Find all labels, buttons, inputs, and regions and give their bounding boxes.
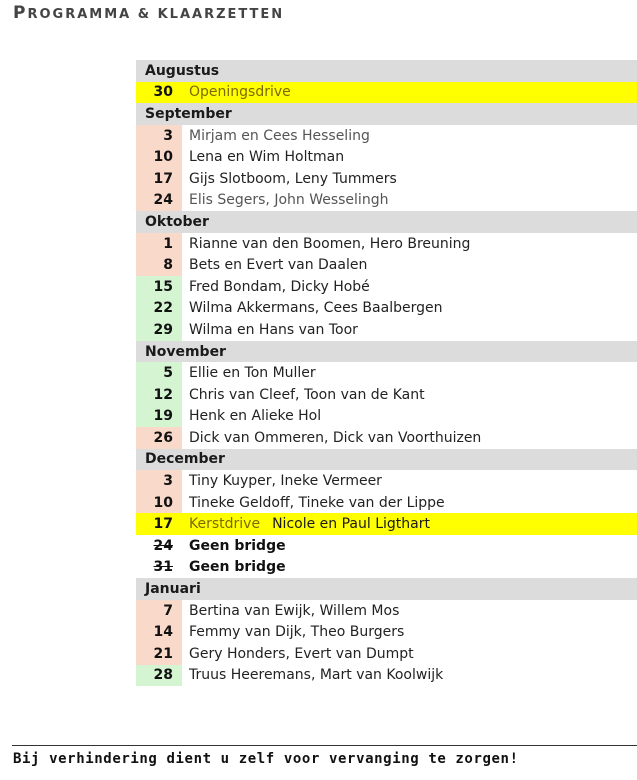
row-names — [182, 82, 637, 104]
row-day: 3 — [136, 470, 182, 492]
row-name-text: Openingsdrive — [189, 84, 291, 101]
row-names — [182, 362, 637, 384]
row-name-text: Rianne van den Boomen, Hero Breuning — [189, 235, 471, 252]
schedule-row — [136, 254, 637, 276]
row-names — [182, 513, 637, 535]
row-day: 5 — [136, 362, 182, 384]
schedule-row — [136, 406, 637, 428]
schedule-row — [136, 600, 637, 622]
row-names — [182, 643, 637, 665]
row-name-text: Lena en Wim Holtman — [189, 149, 345, 166]
schedule-row — [136, 319, 637, 341]
row-names — [182, 319, 637, 341]
row-day: 26 — [136, 427, 182, 449]
row-day: 29 — [136, 319, 182, 341]
row-names — [182, 298, 637, 320]
row-day: 19 — [136, 406, 182, 428]
month-header — [136, 449, 637, 471]
schedule-row — [136, 665, 637, 687]
row-day: 10 — [136, 492, 182, 514]
row-day: 12 — [136, 384, 182, 406]
row-day: 15 — [136, 276, 182, 298]
row-day: 7 — [136, 600, 182, 622]
month-name: November — [136, 341, 637, 363]
row-name-text: Femmy van Dijk, Theo Burgers — [189, 624, 405, 641]
row-name-text: Bets en Evert van Daalen — [189, 257, 368, 274]
month-name: December — [136, 449, 637, 471]
row-names — [182, 621, 637, 643]
row-name-text: Gijs Slotboom, Leny Tummers — [189, 170, 397, 187]
row-name-text: Geen bridge — [189, 559, 286, 576]
month-name: Januari — [136, 578, 637, 600]
row-names — [182, 535, 637, 557]
row-name-text: Wilma en Hans van Toor — [189, 321, 358, 338]
row-name-text: Chris van Cleef, Toon van de Kant — [189, 386, 425, 403]
row-day: 28 — [136, 665, 182, 687]
row-names — [182, 470, 637, 492]
row-names — [182, 665, 637, 687]
row-names — [182, 384, 637, 406]
schedule-row — [136, 470, 637, 492]
row-day: 30 — [136, 82, 182, 104]
row-names — [182, 557, 637, 579]
row-day: 22 — [136, 298, 182, 320]
schedule-row — [136, 621, 637, 643]
row-name-text: Fred Bondam, Dicky Hobé — [189, 278, 370, 295]
row-name-text: Mirjam en Cees Hesseling — [189, 127, 370, 144]
row-day: 14 — [136, 621, 182, 643]
row-names — [182, 427, 637, 449]
footer-note: Bij verhindering dient u zelf voor vervanging te zorgen! — [13, 751, 519, 767]
month-header — [136, 578, 637, 600]
month-header — [136, 103, 637, 125]
schedule-row — [136, 82, 637, 104]
row-day: 21 — [136, 643, 182, 665]
row-day: 3 — [136, 125, 182, 147]
month-name: Augustus — [136, 60, 637, 82]
schedule-row — [136, 643, 637, 665]
row-day: 31 — [153, 559, 173, 576]
row-names — [182, 146, 637, 168]
schedule-row — [136, 513, 637, 535]
row-name-text: Bertina van Ewijk, Willem Mos — [189, 602, 400, 619]
row-names — [182, 492, 637, 514]
schedule-row — [136, 535, 637, 557]
month-header — [136, 341, 637, 363]
row-day: 8 — [136, 254, 182, 276]
row-day: 17 — [136, 168, 182, 190]
row-name-text: Geen bridge — [189, 537, 286, 554]
row-name-text: Dick van Ommeren, Dick van Voorthuizen — [189, 429, 482, 446]
row-names — [182, 190, 637, 212]
schedule-row — [136, 384, 637, 406]
schedule-row — [136, 276, 637, 298]
row-names — [182, 168, 637, 190]
schedule-row — [136, 168, 637, 190]
row-day: 24 — [136, 190, 182, 212]
row-name-text: Ellie en Ton Muller — [189, 365, 316, 382]
row-name-text: Elis Segers, John Wesselingh — [189, 192, 389, 209]
month-name: Oktober — [136, 211, 637, 233]
row-name-text: Henk en Alieke Hol — [189, 408, 322, 425]
row-day: 17 — [136, 513, 182, 535]
row-name-text: Kerstdrive — [189, 516, 261, 533]
row-names — [182, 254, 637, 276]
row-names — [182, 406, 637, 428]
row-name-text: Tineke Geldoff, Tineke van der Lippe — [189, 494, 445, 511]
row-day: 1 — [136, 233, 182, 255]
row-name-text: Wilma Akkermans, Cees Baalbergen — [189, 300, 443, 317]
row-name-text: Gery Honders, Evert van Dumpt — [189, 645, 414, 662]
month-name: September — [136, 103, 637, 125]
schedule-row — [136, 362, 637, 384]
schedule-row — [136, 190, 637, 212]
schedule-row — [136, 233, 637, 255]
row-names — [182, 276, 637, 298]
row-day: 24 — [153, 537, 173, 554]
schedule-row — [136, 298, 637, 320]
row-day: 10 — [136, 146, 182, 168]
page-title — [13, 3, 284, 23]
title-rest: ROGRAMMA & KLAARZETTEN — [27, 7, 285, 22]
schedule-row — [136, 557, 637, 579]
row-names — [182, 600, 637, 622]
schedule-row — [136, 125, 637, 147]
row-names — [182, 125, 637, 147]
footer-divider — [12, 745, 637, 746]
title-initial: P — [13, 3, 28, 23]
row-extra-text: Nicole en Paul Ligthart — [272, 516, 430, 533]
month-header — [136, 211, 637, 233]
schedule-row — [136, 146, 637, 168]
row-name-text: Truus Heeremans, Mart van Koolwijk — [189, 667, 444, 684]
row-names — [182, 233, 637, 255]
month-header — [136, 60, 637, 82]
schedule-row — [136, 492, 637, 514]
schedule-table — [136, 60, 637, 686]
schedule-row — [136, 427, 637, 449]
row-name-text: Tiny Kuyper, Ineke Vermeer — [189, 473, 382, 490]
